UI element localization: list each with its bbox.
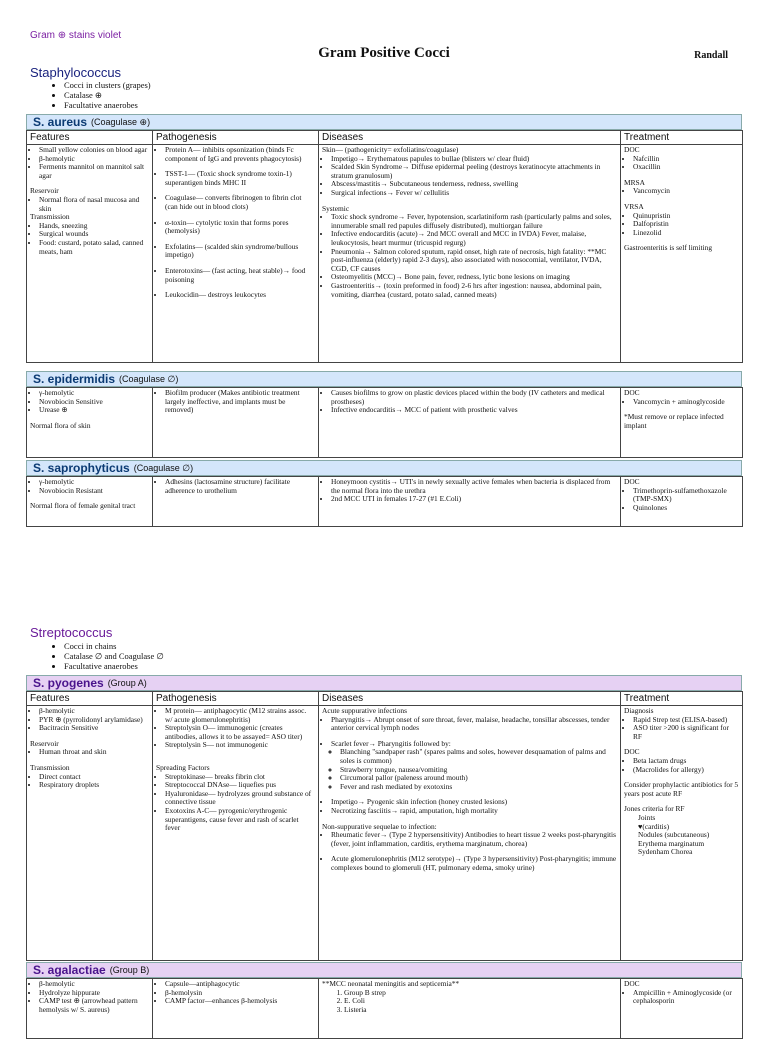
list-item: ◦ Strawberry tongue, nausea/vomiting: [340, 766, 617, 775]
list-item: • Trimethoprin-sulfamethoxazole (TMP-SMX): [633, 487, 739, 504]
table-row: [27, 388, 743, 458]
column-header: Pathogenesis: [153, 131, 319, 145]
list-item: • Abscess/mastitis→ Subcutaneous tenderness, redness, swelling: [331, 180, 617, 189]
vrsa-label: VRSA: [624, 201, 644, 211]
list-item: 3. Listeria: [344, 1006, 617, 1015]
s-agalactiae-block: [26, 962, 742, 1039]
organism-name: S. pyogenes: [33, 676, 104, 690]
list-item: • Streptokinase— breaks fibrin clot: [165, 773, 315, 782]
list-item: • Respiratory droplets: [39, 781, 149, 790]
list-item: • γ-hemolytic: [39, 478, 149, 487]
list-item: Nodules (subcutaneous): [638, 830, 710, 840]
transmission-label: Transmission: [30, 762, 70, 772]
list-item: • Coagulase— converts fibrinogen to fibrin clot (can hide out in blood clots): [165, 194, 315, 211]
doc-label: DOC: [624, 747, 640, 757]
list-item: Joints: [638, 812, 656, 822]
list-item: • Pharyngitis→ Abrupt onset of sore throat, fever, malaise, headache, tonsillar abscesses, tender anterior cervical lymph nodes: [331, 716, 617, 733]
s-aureus-header: [26, 114, 742, 130]
list-item: • Catalase ∅ and Coagulase ∅: [64, 651, 164, 661]
organism-name: S. saprophyticus: [33, 461, 130, 475]
s-pyogenes-header: [26, 675, 742, 691]
table-row: [27, 477, 743, 527]
nonsupp-label: Non-suppurative sequelae to infection:: [322, 821, 437, 831]
list-item: • Small yellow colonies on blood agar: [39, 146, 149, 155]
list-item: • Normal flora of nasal mucosa and skin: [39, 196, 149, 213]
gram-stain-note: Gram ⊕ stains violet: [30, 30, 122, 41]
staph-section-title: Staphylococcus: [30, 65, 122, 80]
list-item: • Impetigo→ Pyogenic skin infection (honey crusted lesions): [331, 798, 617, 807]
list-item: • Food: custard, potato salad, canned meats, ham: [39, 239, 149, 256]
page-title: Gram Positive Cocci: [318, 45, 450, 61]
list-item: • PYR ⊕ (pyrrolidonyl arylamidase): [39, 716, 149, 725]
column-header: Diseases: [319, 692, 621, 706]
list-item: • Oxacillin: [633, 163, 739, 172]
list-item: • Streptolysin O— immunogenic (creates antibodies, allows it to be assayed= ASO titer): [165, 724, 315, 741]
list-item: • Surgical wounds: [39, 230, 149, 239]
list-item: • Facultative anaerobes: [64, 100, 151, 110]
treatment-note: Gastroenteritis is self limiting: [624, 243, 713, 253]
list-item: • (Macrolides for allergy): [633, 766, 739, 775]
jones-label: Jones criteria for RF: [624, 804, 685, 814]
list-item: • Direct contact: [39, 773, 149, 782]
list-item: • Rheumatic fever→ (Type 2 hypersensitivity) Antibodies to heart tissue 2 weeks post-pharyngitis (fever, joint inflammation, carditis, erythema marginatum, chorea): [331, 831, 617, 848]
treatment-note: *Must remove or replace infected implant: [624, 412, 724, 430]
treatment-cell: [621, 477, 743, 527]
list-item: • Vancomycin + aminoglycoside: [633, 398, 739, 407]
list-item: • Urease ⊕: [39, 406, 149, 415]
list-item: • CAMP test ⊕ (arrowhead pattern hemolysis w/ S. aureus): [39, 997, 149, 1014]
organism-tag: (Coagulase ∅): [119, 373, 179, 384]
list-item: • Scalded Skin Syndrome→ Diffuse epidermal peeling (destroys keratinocyte attachments in stratum granulosum): [331, 163, 617, 180]
list-item: • Hyaluronidase— hydrolyzes ground substance of connective tissue: [165, 790, 315, 807]
list-item: • Quinupristin: [633, 212, 739, 221]
table-header-row: [27, 692, 743, 706]
list-item: • Dalfopristin: [633, 220, 739, 229]
list-item: • Rapid Strep test (ELISA-based): [633, 716, 739, 725]
pathogenesis-cell: [153, 706, 319, 961]
list-item: • Vancomycin: [633, 187, 739, 196]
list-item: Sydenham Chorea: [638, 847, 693, 857]
features-cell: [27, 388, 153, 458]
features-cell: [27, 145, 153, 363]
list-item: • Novobiocin Sensitive: [39, 398, 149, 407]
list-item: • γ-hemolytic: [39, 389, 149, 398]
list-item: • Biofilm producer (Makes antibiotic treatment largely ineffective, and implants must be removed): [165, 389, 315, 415]
diseases-cell: [319, 388, 621, 458]
list-item: • Ferments mannitol on mannitol salt agar: [39, 163, 149, 180]
list-item: • Infective endocarditis→ MCC of patient with prosthetic valves: [331, 406, 617, 415]
column-header: Pathogenesis: [153, 692, 319, 706]
list-item: • Exotoxins A-C— pyrogenic/erythrogenic superantigens, cause fever and rash of scarlet fever: [165, 807, 315, 833]
treatment-cell: [621, 979, 743, 1039]
list-item: Erythema marginatum: [638, 838, 705, 848]
list-item: • Hydrolyze hippurate: [39, 989, 149, 998]
list-item: ♥(carditis): [638, 821, 670, 831]
features-note: Normal flora of female genital tract: [30, 501, 136, 511]
list-item: • Osteomyelitis (MCC)→ Bone pain, fever, redness, lytic bone lesions on imaging: [331, 273, 617, 282]
list-item: • β-hemolytic: [39, 707, 149, 716]
list-item: • Cocci in chains: [64, 641, 164, 651]
s-saprophyticus-header: [26, 460, 742, 476]
list-item: ◦ Blanching "sandpaper rash" (spares palms and soles, however desquamation of palms and soles is common): [340, 748, 617, 765]
list-item: • Streptococcal DNAse— liquefies pus: [165, 781, 315, 790]
list-item: • Human throat and skin: [39, 748, 149, 757]
list-item: ◦ Circumoral pallor (paleness around mouth): [340, 774, 617, 783]
list-item: • β-hemolysin: [165, 989, 315, 998]
list-item: • Necrotizing fasciitis→ rapid, amputation, high mortality: [331, 807, 617, 816]
list-item: • Scarlet fever→ Pharyngitis followed by:: [331, 740, 617, 749]
column-header: Treatment: [621, 131, 743, 145]
reservoir-label: Reservoir: [30, 186, 59, 196]
table-row: [27, 706, 743, 961]
list-item: • Causes biofilms to grow on plastic devices placed within the body (IV catheters and medical prostheses): [331, 389, 617, 406]
table-row: [27, 979, 743, 1039]
features-cell: [27, 979, 153, 1039]
list-item: • Leukocidin— destroys leukocytes: [165, 291, 315, 300]
prophylaxis-note: Consider prophylactic antibiotics for 5 years post acute RF: [624, 780, 739, 798]
strep-section-title: Streptococcus: [30, 625, 113, 640]
s-epidermidis-header: [26, 371, 742, 387]
list-item: • CAMP factor—enhances β-hemolysis: [165, 997, 315, 1006]
diseases-cell: [319, 706, 621, 961]
list-item: • α-toxin— cytolytic toxin that forms pores (hemolysis): [165, 219, 315, 236]
list-item: • Facultative anaerobes: [64, 661, 164, 671]
s-agalactiae-header: [26, 962, 742, 978]
list-item: • Cocci in clusters (grapes): [64, 80, 151, 90]
mrsa-label: MRSA: [624, 177, 645, 187]
s-aureus-block: [26, 114, 742, 363]
list-item: • Acute glomerulonephritis (M12 serotype)→ (Type 3 hypersensitivity) Post-pharyngitis; immune complexes bound to glomeruli (HT, pulmonary edema, smoky urine): [331, 855, 617, 872]
list-item: • Nafcillin: [633, 155, 739, 164]
column-header: Features: [27, 692, 153, 706]
list-item: • β-hemolytic: [39, 155, 149, 164]
spreading-label: Spreading Factors: [156, 762, 210, 772]
reservoir-label: Reservoir: [30, 738, 59, 748]
list-item: • Toxic shock syndrome→ Fever, hypotension, scarlatiniform rash (particularly palms and soles, innumerable small red papules diffusely distributed), multiorgan failure: [331, 213, 617, 230]
column-header: Diseases: [319, 131, 621, 145]
doc-label: DOC: [624, 477, 640, 486]
author-name: Randall: [694, 50, 728, 61]
list-item: • Gastroenteritis→ (toxin preformed in food) 2-6 hrs after ingestion: nausea, abdominal pain, vomiting, diarrhea (custard, potato salad, canned meats): [331, 282, 617, 299]
list-item: • Novobiocin Resistant: [39, 487, 149, 496]
list-item: ◦ Fever and rash mediated by exotoxins: [340, 783, 617, 792]
s-saprophyticus-table: [26, 476, 743, 527]
list-item: • Catalase ⊕: [64, 90, 151, 100]
list-item: • Quinolones: [633, 504, 739, 513]
organism-tag: (Group A): [107, 678, 147, 688]
treatment-cell: [621, 145, 743, 363]
diagnosis-label: Diagnosis: [624, 706, 654, 715]
pathogenesis-cell: [153, 145, 319, 363]
s-pyogenes-block: [26, 675, 742, 961]
list-item: • Bacitracin Sensitive: [39, 724, 149, 733]
s-epidermidis-block: [26, 371, 742, 458]
skin-label: Skin— (pathogenicity= exfoliatins/coagulase): [322, 145, 459, 154]
diseases-label: **MCC neonatal meningitis and septicemia**: [322, 979, 460, 988]
organism-tag: (Coagulase ⊕): [91, 116, 151, 127]
list-item: • Surgical infections→ Fever w/ cellulitis: [331, 189, 617, 198]
doc-label: DOC: [624, 388, 640, 397]
pathogenesis-cell: [153, 388, 319, 458]
doc-label: DOC: [624, 145, 640, 154]
diseases-cell: [319, 145, 621, 363]
list-item: • Honeymoon cystitis→ UTI's in newly sexually active females when bacteria is displaced from the normal flora into the urethra: [331, 478, 617, 495]
list-item: • Ampicillin + Aminoglycoside (or cephalosporin: [633, 989, 739, 1006]
s-aureus-table: [26, 130, 743, 363]
list-item: • ASO titer >200 is significant for RF: [633, 724, 739, 741]
s-saprophyticus-block: [26, 460, 742, 527]
organism-tag: (Group B): [109, 965, 150, 975]
s-agalactiae-table: [26, 978, 743, 1039]
list-item: • β-hemolytic: [39, 980, 149, 989]
table-row: [27, 145, 743, 363]
list-item: • Enterotoxins— (fast acting, heat stable)→ food poisoning: [165, 267, 315, 284]
treatment-cell: [621, 706, 743, 961]
list-item: • Impetigo→ Erythematous papules to bullae (blisters w/ clear fluid): [331, 155, 617, 164]
organism-name: S. epidermidis: [33, 372, 116, 386]
list-item: • Adhesins (lactosamine structure) facilitate adherence to urothelium: [165, 478, 315, 495]
list-item: 2. E. Coli: [344, 997, 617, 1006]
list-item: • Exfolatins— (scalded skin syndrome/bullous impetigo): [165, 243, 315, 260]
treatment-cell: [621, 388, 743, 458]
organism-name: S. agalactiae: [33, 963, 106, 977]
pathogenesis-cell: [153, 979, 319, 1039]
s-pyogenes-table: [26, 691, 743, 961]
list-item: • M protein— antiphagocytic (M12 strains assoc. w/ acute glomerulonephritis): [165, 707, 315, 724]
features-note: Normal flora of skin: [30, 420, 91, 430]
table-header-row: [27, 131, 743, 145]
list-item: • Protein A— inhibits opsonization (binds Fc component of IgG and prevents phagocytosis): [165, 146, 315, 163]
staph-intro-list: [52, 80, 151, 110]
list-item: • Pneumonia→ Salmon colored sputum, rapid onset, high rate of necrosis, high fatality: **MC post-influenza (elderly) rapid 2-3 days), also associated with nosocomial, ventilator, IVDA, CGD, CF causes: [331, 248, 617, 274]
jones-criteria: [624, 814, 739, 857]
strep-intro-list: [52, 641, 164, 671]
list-item: • Capsule—antiphagocytic: [165, 980, 315, 989]
s-epidermidis-table: [26, 387, 743, 458]
organism-tag: (Coagulase ∅): [133, 462, 194, 473]
features-cell: [27, 706, 153, 961]
list-item: 1. Group B strep: [344, 989, 617, 998]
list-item: • Beta lactam drugs: [633, 757, 739, 766]
organism-name: S. aureus: [33, 115, 88, 129]
list-item: • Infective endocarditis (acute)→ 2nd MCC overall and MCC in IVDA) Fever, malaise, leukocytosis, heart murmur (tricuspid regurg): [331, 230, 617, 247]
list-item: • TSST-1— (Toxic shock syndrome toxin-1) superantigen binds MHC II: [165, 170, 315, 187]
diseases-cell: [319, 477, 621, 527]
transmission-label: Transmission: [30, 212, 70, 222]
column-header: Treatment: [621, 692, 743, 706]
systemic-label: Systemic: [322, 203, 350, 213]
pathogenesis-cell: [153, 477, 319, 527]
list-item: • Linezolid: [633, 229, 739, 238]
diseases-cell: [319, 979, 621, 1039]
column-header: Features: [27, 131, 153, 145]
list-item: • Hands, sneezing: [39, 222, 149, 231]
doc-label: DOC: [624, 979, 640, 988]
acute-label: Acute suppurative infections: [322, 706, 407, 715]
features-cell: [27, 477, 153, 527]
list-item: • Streptolysin S— not immunogenic: [165, 741, 315, 750]
list-item: • 2nd MCC UTI in females 17-27 (#1 E.Coli): [331, 495, 617, 504]
